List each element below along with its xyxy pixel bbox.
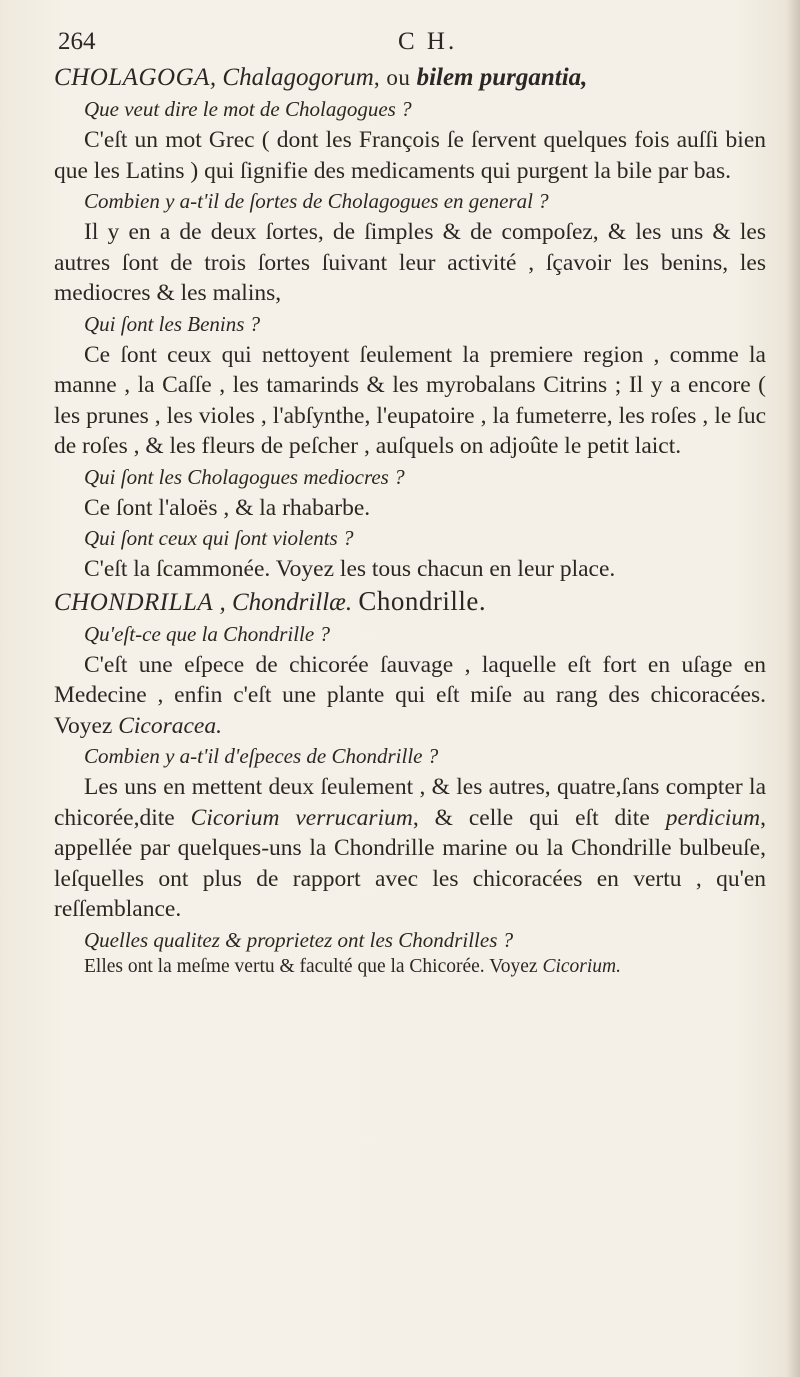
answer-6: [54, 650, 766, 742]
question-2: Combien y a-t'il de ſortes de Cholagogues en general ?: [84, 189, 549, 213]
answer-1: C'eſt un mot Grec ( dont les François ſe ſervent quelques fois auſſi bien que les Latins ) qui ſignifie des medicaments qui purgent la bile par bas.: [54, 127, 766, 184]
page-text: [54, 62, 766, 978]
answer-8: [54, 956, 766, 978]
question-7: Combien y a-t'il d'eſpeces de Chondrille ?: [84, 744, 439, 768]
entry-term: CHOLAGOGA: [54, 64, 210, 91]
page-number: 264: [58, 28, 96, 55]
entry-heading-chondrilla: [54, 585, 766, 619]
answer-4: Ce ſont l'aloës , & la rhabarbe.: [84, 494, 371, 521]
answer-3: Ce ſont ceux qui nettoyent ſeulement la premiere region , comme la manne , la Caſſe , les tamarinds & les myrobalans Citrins ; Il y a encore ( les prunes , les violes , l'abſynthe, l'eupatoire , la fumeterre, les roſes , le ſuc de roſes , & les fleurs de peſcher , auſquels on adjoûte le petit laict.: [54, 341, 766, 459]
answer-8-text: Elles ont la meſme vertu & faculté que la Chicorée. Voyez: [84, 955, 538, 977]
entry-french: Chondrille.: [358, 585, 487, 616]
answer-2: Il y en a de deux ſortes, de ſimples & de compoſez, & les uns & les autres ſont de trois ſortes ſuivant leur activité , ſçavoir les benins, les mediocres & les malins,: [54, 219, 766, 306]
question-1: Que veut dire le mot de Cholagogues ?: [84, 97, 412, 121]
header-letters: C H.: [398, 28, 458, 55]
question-4: Qui ſont les Cholagogues mediocres ?: [84, 464, 405, 489]
cross-reference: Cicorium.: [542, 955, 622, 977]
entry-term: CHONDRILLA: [54, 588, 214, 616]
entry-heading-cholagoga: [54, 62, 766, 94]
entry-genitive: , Chalagogorum: [209, 64, 374, 91]
latin-name: perdicium: [665, 804, 761, 831]
running-head: [58, 24, 758, 64]
latin-name: Cicorium verrucarium: [190, 804, 413, 831]
entry-genitive: , Chondrillæ.: [219, 588, 353, 616]
answer-7: [54, 772, 766, 925]
question-5: Qui ſont ceux qui ſont violents ?: [84, 526, 354, 550]
cross-reference: Cicoracea.: [118, 712, 222, 739]
answer-7-text: , & celle qui eſt dite: [412, 804, 650, 831]
answer-6-text: C'eſt une eſpece de chicorée ſauvage , laquelle eſt fort en uſage en Medecine , enfin c'eſt une plante qui eſt miſe au rang des chicoracées. Voyez: [54, 651, 766, 739]
entry-ou: , ou: [373, 65, 411, 90]
answer-7-text: Les uns en mettent deux ſeulement , & les autres, quatre,ſans compter la chicorée,dite: [54, 774, 766, 831]
answer-5: C'eſt la ſcammonée. Voyez les tous chacun en leur place.: [84, 556, 616, 582]
question-8: Quelles qualitez & proprietez ont les Chondrilles ?: [84, 927, 514, 952]
question-6: Qu'eſt-ce que la Chondrille ?: [84, 621, 330, 646]
entry-latin: bilem purgantia,: [416, 64, 588, 91]
answer-7-text: , appellée par quelques-uns la Chondrille marine ou la Chondrille bulbeuſe, leſquelles ont plus de rapport avec les chicoracées en vertu , qu'en reſſemblance.: [54, 804, 767, 922]
page-edge-shadow: [786, 0, 800, 1377]
question-3: Qui ſont les Benins ?: [84, 311, 261, 336]
